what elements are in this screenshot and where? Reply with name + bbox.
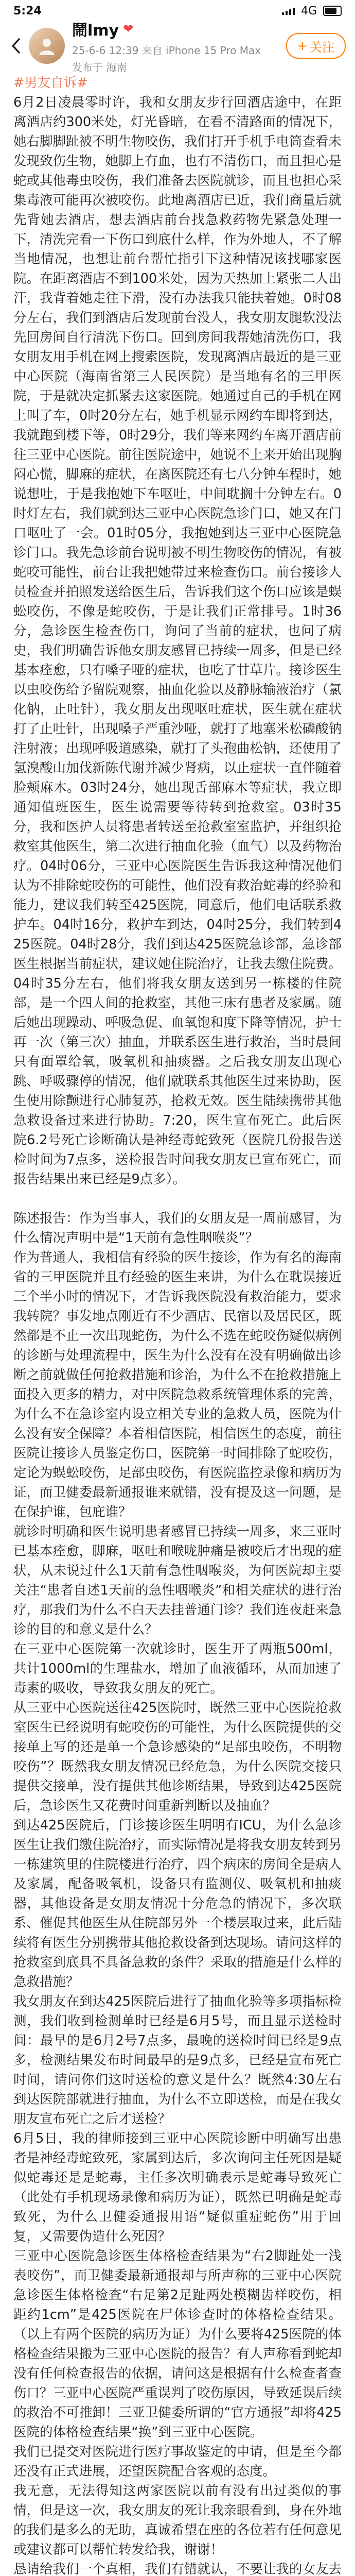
- post-paragraph: 我们已提交对医院进行医疗事故鉴定的申请，但是至今都还没有正式进展，还望医院配合客观的态度。: [13, 2444, 342, 2479]
- clock-text: 5:24: [13, 4, 42, 18]
- topic-hashtag[interactable]: #男友自诉#: [13, 75, 88, 91]
- username[interactable]: 鬧lmy: [72, 22, 119, 40]
- post-paragraph: 就诊时明确和医生说明患者感冒已持续一周多，来三亚时已基本痊愈，脚麻，呕吐和喉咙肿痛是被咬后才出现的症状，从未说过什么1天前有急性咽喉炎，为何医院却主要关注“患者自述1天前的急性咽喉炎”和相关症状的进行治疗，那我们为什么不白天去挂普通门诊？我们连夜赶来急诊的目的和意义是什么？: [13, 1524, 342, 1637]
- signal-icon: [282, 7, 295, 15]
- avatar[interactable]: [29, 28, 65, 64]
- follow-label: 关注: [310, 40, 334, 55]
- post-paragraph: 作为普通人，我相信有经验的医生接诊，作为有名的海南省的三甲医院并且有经验的医生来讲，为什么在耽误接近三个半小时的情况下，才告诉我医院没有救治能力，要求我转院？事发地点刚近有不少酒店、民宿以及居民区，既然都是不止一次出现蛇伤，为什么不选在蛇咬伤疑似病例的诊断与处理流程中，医生为什么没有在没有明确做出诊断之前就做任何抢救措施和诊治，为什么不在抢救措施上面投入更多的精力，对中医院急救系统管理体系的完善，为什么不在急诊室内设立相关专业的急救人员，医院为什么没有安全保障？本着相信医院，相信医生的态度，前往医院让接诊人员鉴定伤口，医院第一时间排除了蛇咬伤，定论为蜈蚣咬伤，足部虫咬伤，有医院监控录像和病历为证，而卫健委最新通报谁来就错，没有提及这一问题，是在保护谁，包庇谁？: [13, 1250, 342, 1520]
- post-header: [0, 22, 355, 74]
- post-paragraph: 在三亚中心医院第一次就诊时，医生开了两瓶500ml，共计1000ml的生理盐水，增加了血液循环，从而加速了毒素的吸收，导致我女朋友的死亡。: [13, 1641, 342, 1696]
- post-paragraph: 6月2日凌晨零时许，我和女朋友步行回酒店途中，在距离酒店约300米处，灯光昏暗，在看不清路面的情况下，她右脚脚趾被不明生物咬伤，我们打开手机手电筒查看未发现致伤生物，她脚上有血，也有不清伤口，而且担心是蛇或其他毒虫咬伤，我们准备去医院就诊，而且也担心采集毒液可能再次被咬伤。此地离酒店已近，我们商量后就先背她去酒店，想去酒店前台找急救药物先紧急处理一下，清洗完看一下伤口到底什么样，作为外地人，不了解当地情况，也想让前台帮忙指引下这种情况该找哪家医院。在距离酒店不到100米处，因为天热加上紧张二人出汗，我背着她走往下滑，没有办法我只能扶着她。0时08分左右，我们到酒店后发现前台没人，我女朋友腿软没法先回房间自行清洗下伤口。回到房间我帮她清洗伤口，我女朋友用手机在网上搜索医院，发现离酒店最近的是三亚中心医院（海南省第三人民医院）是当地有名的三甲医院，于是就决定抓紧去这家医院。她通过自己的手机在网上叫了车，0时20分左右，她手机显示网约车即将到达，我就跑到楼下等，0时29分，我们等来网约车离开酒店前往三亚中心医院。前往医院途中，她说不上来开始出现胸闷心慌，脚麻的症状，在离医院还有七八分钟车程时，她说想吐，于是我抱她下车呕吐，中间耽搁十分钟左右。0时灯左右，我们就到达三亚中心医院急诊门口，她又在门口呕吐了一会。01时05分，我抱她到达三亚中心医院急诊门口。我先急诊前台说明被不明生物咬伤的情况，有被蛇咬可能性，前台让我把她带过来检查伤口。前台接诊人员检查并拍照发送给医生后，告诉我们这个伤口应该是蜈蚣咬伤，不像是蛇咬伤，于是让我们正常排号。1时36分，急诊医生检查伤口，询问了当前的症状，也问了病史，我们明确告诉他女朋友感冒已持续一周多，但是已经基本痊愈，只有嗓子哑的症状，也吃了甘草片。接诊医生以虫咬伤给予留院观察，抽血化验以及静脉输液治疗（氯化钠，止吐针），我女朋友出现呕吐症状，医生就在症状打了止吐针，出现嗓子严重沙哑，就打了地塞米松磷酸钠注射液；出现呼吸道感染，就打了头孢曲松钠，还使用了氢溴酸山加伐新陈代谢并减少肾病，以止症状一直伴随着脸颊麻木。03时24分，她出现舌部麻木等症状，我立即通知值班医生，医生说需要等待转到抢救室。03时35分，我和医护人员将患者转送至抢救室室监护，并组织抢救室其他医生，第二次进行抽血化验（血气）以及药物治疗。04时06分，三亚中心医院医生告诉我这种情况他们认为不排除蛇咬伤的可能性，他们没有救治蛇毒的经验和能力，建议我们转至425医院，同意后，他们电话联系救护车。04时16分，救护车到达，04时25分，我们转到425医院。04时28分，我们到达425医院急诊部，急诊部医生根据当前症状，建议她住院治疗，让我去缴住院费。04时35分左右，他们将我女朋友送到另一栋楼的住院部，是一个四人间的抢救室，其他三床有患者及家属。随后她出现躁动、呼吸急促、血氧饱和度下降等情况，护士再一次（第三次）抽血，并联系医生进行救治，当时晨间只有面罩给氧，吸氧机和抽痰器。之后我女朋友出现心跳、呼吸骤停的情况，他们就联系其他医生过来协助，医生使用除颤进行心肺复苏，抢救无效。医生陆续携带其他急救设备过来进行协助。7:20，医生宣布死亡。此后医院6.2号死亡诊断确认是神经毒蛇致死（医院几份报告送检时间为7点多，送检报告时间我女朋友已宣布死亡，而报告结果出来已经是9点多）。: [13, 95, 342, 1187]
- post-paragraph: 到达425医院后，门诊接诊医生明明有ICU，为什么急诊医生让我们缴住院治疗，而实际情况是将我女朋友转到另一栋建筑里的住院楼进行治疗，四个病床的房间全是病人及家属，配备吸氧机，设备只有监测仪、吸氧机和抽痰器，其他设备是女朋友情况十分危急的情况下，多次联系、催促其他医生从住院部另外一个楼层取过来，此后陆续将有医生分别携带其他抢救设备到达现场。请问这样的抢救室到底具不具备急救的条件？采取的措施是什么样的急救措施？: [13, 1818, 342, 1990]
- post-paragraph: 我女朋友在到达425医院后进行了抽血化验等多项指标检测，我们收到检测单时已经是6月5号，而且显示送检时间：最早的是6月2号7点多，最晚的送检时间已经是9点多，检测结果发布时间最早的是9点多，已经是宣布死亡时间，请问你们这时送检的意义是什么？既然4:30左右到达医院部就进行抽血，为什么不立即送检，而是在我女朋友宣布死亡之后才送检？: [13, 1994, 342, 2127]
- name-row: [72, 18, 286, 40]
- author-meta: [72, 18, 286, 74]
- post-time-device: 25-6-6 12:39 来自 iPhone 15 Pro Max: [72, 44, 261, 57]
- status-time: [13, 5, 42, 18]
- post-paragraph: 从三亚中心医院送往425医院时，既然三亚中心医院抢救室医生已经说明有蛇咬伤的可能性，为什么医院提供的交接单上写的还是单一个急诊感染的“足部虫咬伤，不明物咬伤”？既然我女朋友情况已经危急，为什么医院交接只提供交接单，没有提供其他诊断结果，导致到达425医院后，急诊医生又花费时间重新判断以及抽血？: [13, 1700, 342, 1814]
- post-body: [0, 70, 355, 2576]
- status-indicators: [282, 5, 342, 18]
- plus-icon: +: [297, 39, 308, 53]
- post-location: 发布于 海南: [72, 61, 127, 74]
- battery-icon: [323, 6, 342, 16]
- back-icon[interactable]: [7, 37, 25, 55]
- post-paragraph: 三亚中心医院急诊医生体格检查结果为“右2脚趾处一浅表咬伤”，而卫健委最新通报却与所声称的三亚中心医院急诊医生体格检查“右足第2足趾两处模糊齿样咬伤，相距约1cm”是425医院在尸体诊查时的体格检查结果。（以上有两个医院的病历为证）为什么要将425医院的体格检查结果搬为三亚中心医院的报告？有人声称看到蛇却没有任何检查报告的依据，请问这是根据有什么检查者查伤口？三亚中心医院严重误判了咬伤原因，导致延误后续的救治不可推卸！三亚卫健委所谓的“官方通报”却将425医院的体格检查结果“换”到三亚中心医院。: [13, 2248, 342, 2440]
- post-paragraph: 6月5日，我的律师接到三亚中心医院诊断中明确写出患者是神经毒蛇致死，家属到达后，多次询问主任死因是疑似蛇毒还是是蛇毒，主任多次明确表示是蛇毒导致死亡（此处有手机现场录像和病历为证），既然已明确是蛇毒致死，为什么卫健委通报用语“疑似重症蛇伤”用于回复，又需要伪造什么死因？: [13, 2131, 342, 2244]
- post-paragraph: 恳请给我们一个真相，我们有错就认，不要让我的女友去: [13, 2562, 342, 2576]
- post-paragraph: 我无意，无法得知这两家医院以前有没有出过类似的事情，但是这一次，我女朋友的死让我亲眼看到，身在外地的我们是多么的无助，真诚希望在座的各位若有任何意见或建议都可以帮忙转发给我，谢谢！: [13, 2483, 342, 2557]
- network-label: 4G: [300, 4, 317, 18]
- heart-icon: ❤: [123, 22, 134, 36]
- post-paragraph: 陈述报告：作为当事人，我们的女朋友是一周前感冒，为什么情况声明中是“1天前有急性咽喉炎”？: [13, 1211, 342, 1246]
- follow-button[interactable]: [286, 33, 346, 59]
